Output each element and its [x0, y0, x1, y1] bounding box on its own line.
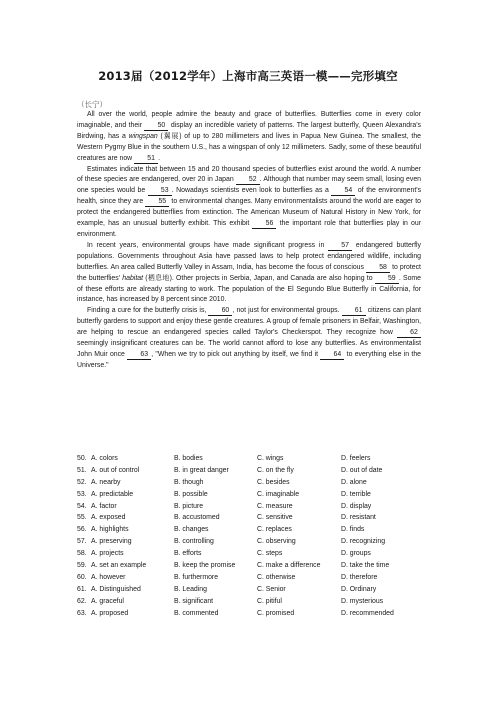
option-b: B. efforts [174, 550, 202, 558]
question-number: 51. [77, 466, 87, 474]
italic-term: habitat [122, 274, 143, 282]
option-row [77, 503, 421, 515]
passage-text: In recent years, environmental groups have made significant progress in [87, 241, 329, 249]
answer-blank: 53 [148, 187, 172, 196]
option-d: D. display [341, 502, 372, 510]
question-number: 52. [77, 478, 87, 486]
question-number: 54. [77, 502, 87, 510]
question-number: 62. [77, 597, 87, 605]
question-number: 59. [77, 562, 87, 570]
option-a: A. Distinguished [91, 585, 141, 593]
passage-text: display an incredible variety of patterns. The largest butterfly, Queen Alexandra's Birdwing, has a [77, 121, 421, 140]
option-row [77, 538, 421, 550]
passage-text: of the environment's health, since they are [77, 187, 422, 206]
option-b: B. changes [174, 526, 209, 534]
passage-paragraph [77, 165, 421, 241]
question-number: 56. [77, 526, 87, 534]
option-b: B. picture [174, 502, 204, 510]
option-d: D. recognizing [341, 538, 386, 546]
option-d: D. Ordinary [341, 585, 377, 593]
option-d: D. recommended [341, 609, 394, 617]
passage-text: Estimates indicate that between 15 and 20 thousand species of butterflies exist around the world. A number of these species are endangered, over 20 in Japan [77, 165, 421, 184]
option-c: C. Senior [257, 585, 286, 593]
option-b: B. commented [174, 609, 219, 617]
passage-text: (栖息地). Other projects in Serbia, Japan, and Canada are also hoping to [143, 274, 375, 282]
option-a: A. preserving [91, 538, 132, 546]
answer-blank: 51 [134, 155, 158, 164]
answer-blank: 59 [375, 275, 399, 284]
option-a: A. however [91, 573, 126, 581]
answer-blank: 56 [252, 220, 276, 229]
passage-text: endangered butterfly populations. Governments throughout Asia have passed laws to help protect endangered wildlife, including butterflies. An area called Butterfly Valley in Assam, India, has become the focus of conscious [77, 241, 422, 271]
option-row [77, 514, 421, 526]
answer-blank: 57 [328, 242, 352, 251]
italic-term: wingspan [128, 132, 158, 140]
option-a: A. graceful [91, 597, 124, 605]
option-b: B. significant [174, 597, 214, 605]
passage-text: , not just for environmental groups. [232, 307, 342, 315]
option-b: B. Leading [174, 585, 207, 593]
option-a: A. colors [91, 455, 118, 462]
passage-text: (翼展) of up to 280 millimeters and lives in Papua New Guinea. The smallest, the Western Pygmy Blue in the southern U.S., has a wingspan of only 12 millimeters. Sadly, some of these beautiful creatures are now [77, 132, 421, 162]
passage-text: the important role that butterflies play in our environment. [77, 220, 421, 238]
document-title: 2013届（2012学年）上海市高三英语一模——完形填空 [98, 69, 398, 83]
passage-text: to environmental changes. Many environmentalists around the world are eager to protect the endangered butterflies from extinction. The American Museum of Natural History in New York, for example, has an unusual butterfly exhibit. This exhibit [77, 198, 421, 228]
passage-paragraph [77, 306, 421, 371]
option-c: C. steps [257, 550, 283, 558]
question-number: 60. [77, 573, 87, 581]
option-row [77, 479, 421, 491]
option-row [77, 574, 421, 586]
option-b: B. controlling [174, 538, 214, 546]
option-d: D. therefore [341, 573, 378, 581]
option-row [77, 598, 421, 610]
option-row [77, 491, 421, 503]
option-d: D. mysterious [341, 597, 384, 605]
passage-text: . [158, 154, 160, 162]
option-a: A. proposed [91, 609, 129, 617]
option-b: B. bodies [174, 455, 203, 462]
passage-text: citizens can plant butterfly gardens to support and enjoy these gentle creatures. A group of female prisoners in Belfair, Washington, are helping to rescue an endangered species called Taylor's Checkerspot. They recognize how [77, 307, 421, 337]
question-number: 58. [77, 550, 87, 558]
option-d: D. feelers [341, 455, 371, 462]
question-number: 61. [77, 585, 87, 593]
option-row [77, 562, 421, 574]
question-number: 50. [77, 455, 87, 462]
answer-blank: 62 [397, 329, 421, 338]
option-a: A. nearby [91, 478, 121, 486]
answer-blank: 54 [331, 187, 355, 196]
option-a: A. factor [91, 502, 117, 510]
option-c: C. otherwise [257, 573, 296, 581]
option-row [77, 610, 421, 622]
option-c: C. observing [257, 538, 296, 546]
passage-text: . Nowadays scientists even look to butterflies as a [171, 187, 332, 195]
question-number: 55. [77, 514, 87, 522]
option-a: A. projects [91, 550, 124, 558]
question-number: 63. [77, 609, 87, 617]
passage-text: Finding a cure for the butterfly crisis is, [87, 307, 209, 315]
passage-text: to protect the butterflies' [77, 263, 421, 282]
cloze-passage [77, 110, 421, 372]
option-d: D. take the time [341, 562, 390, 570]
option-row [77, 586, 421, 598]
option-a: A. set an example [91, 562, 147, 570]
question-number: 53. [77, 490, 87, 498]
option-b: B. possible [174, 490, 208, 498]
answer-blank: 50 [144, 122, 168, 131]
option-d: D. out of date [341, 466, 383, 474]
passage-paragraph [77, 241, 421, 306]
option-b: B. in great danger [174, 466, 229, 474]
answer-options-table [77, 455, 421, 621]
answer-blank: 64 [320, 351, 344, 360]
option-c: C. sensitive [257, 514, 293, 522]
option-c: C. pitiful [257, 597, 282, 605]
answer-blank: 63 [127, 351, 151, 360]
option-c: C. make a difference [257, 562, 321, 570]
answer-blank: 60 [208, 307, 232, 316]
option-d: D. alone [341, 478, 367, 486]
passage-text: , "When we try to pick out anything by itself, we find it [151, 350, 321, 358]
passage-text: to everything else in the Universe." [77, 350, 421, 369]
option-a: A. exposed [91, 514, 126, 522]
passage-text: seemingly insignificant creatures can be. The world cannot afford to lose any butterflies. As environmentalist John Muir once [77, 340, 421, 358]
option-a: A. highlights [91, 526, 129, 534]
option-row [77, 550, 421, 562]
option-c: C. promised [257, 609, 295, 617]
option-c: C. wings [257, 455, 284, 462]
option-d: D. terrible [341, 490, 371, 498]
answer-blank: 52 [236, 176, 260, 185]
option-c: C. on the fly [257, 466, 294, 474]
option-c: C. imaginable [257, 490, 300, 498]
answer-blank: 55 [145, 198, 169, 207]
passage-paragraph [77, 110, 421, 165]
option-row [77, 526, 421, 538]
option-b: B. accustomed [174, 514, 220, 522]
answer-blank: 61 [342, 307, 366, 316]
option-c: C. measure [257, 502, 293, 510]
option-row [77, 455, 421, 467]
option-c: C. replaces [257, 526, 292, 534]
option-d: D. resistant [341, 514, 376, 522]
option-a: A. predictable [91, 490, 134, 498]
option-a: A. out of control [91, 466, 140, 474]
option-row [77, 467, 421, 479]
answer-blank: 58 [366, 264, 390, 273]
option-b: B. furthermore [174, 573, 219, 581]
passage-text: . Although that number may seem small, losing even one species would be [77, 176, 421, 195]
option-d: D. finds [341, 526, 365, 534]
question-number: 57. [77, 538, 87, 546]
option-d: D. groups [341, 550, 371, 558]
option-c: C. besides [257, 478, 290, 486]
district-label: （长宁） [77, 100, 107, 109]
passage-text: All over the world, people admire the beauty and grace of butterflies. Butterflies come in every color imaginable, and their [77, 111, 421, 129]
option-b: B. keep the promise [174, 562, 236, 570]
option-b: B. though [174, 478, 204, 486]
passage-text: . Some of these efforts are already starting to work. The population of the El Segundo Blue Butterfly in California, for instance, has increased by 8 percent since 2010. [77, 274, 421, 304]
